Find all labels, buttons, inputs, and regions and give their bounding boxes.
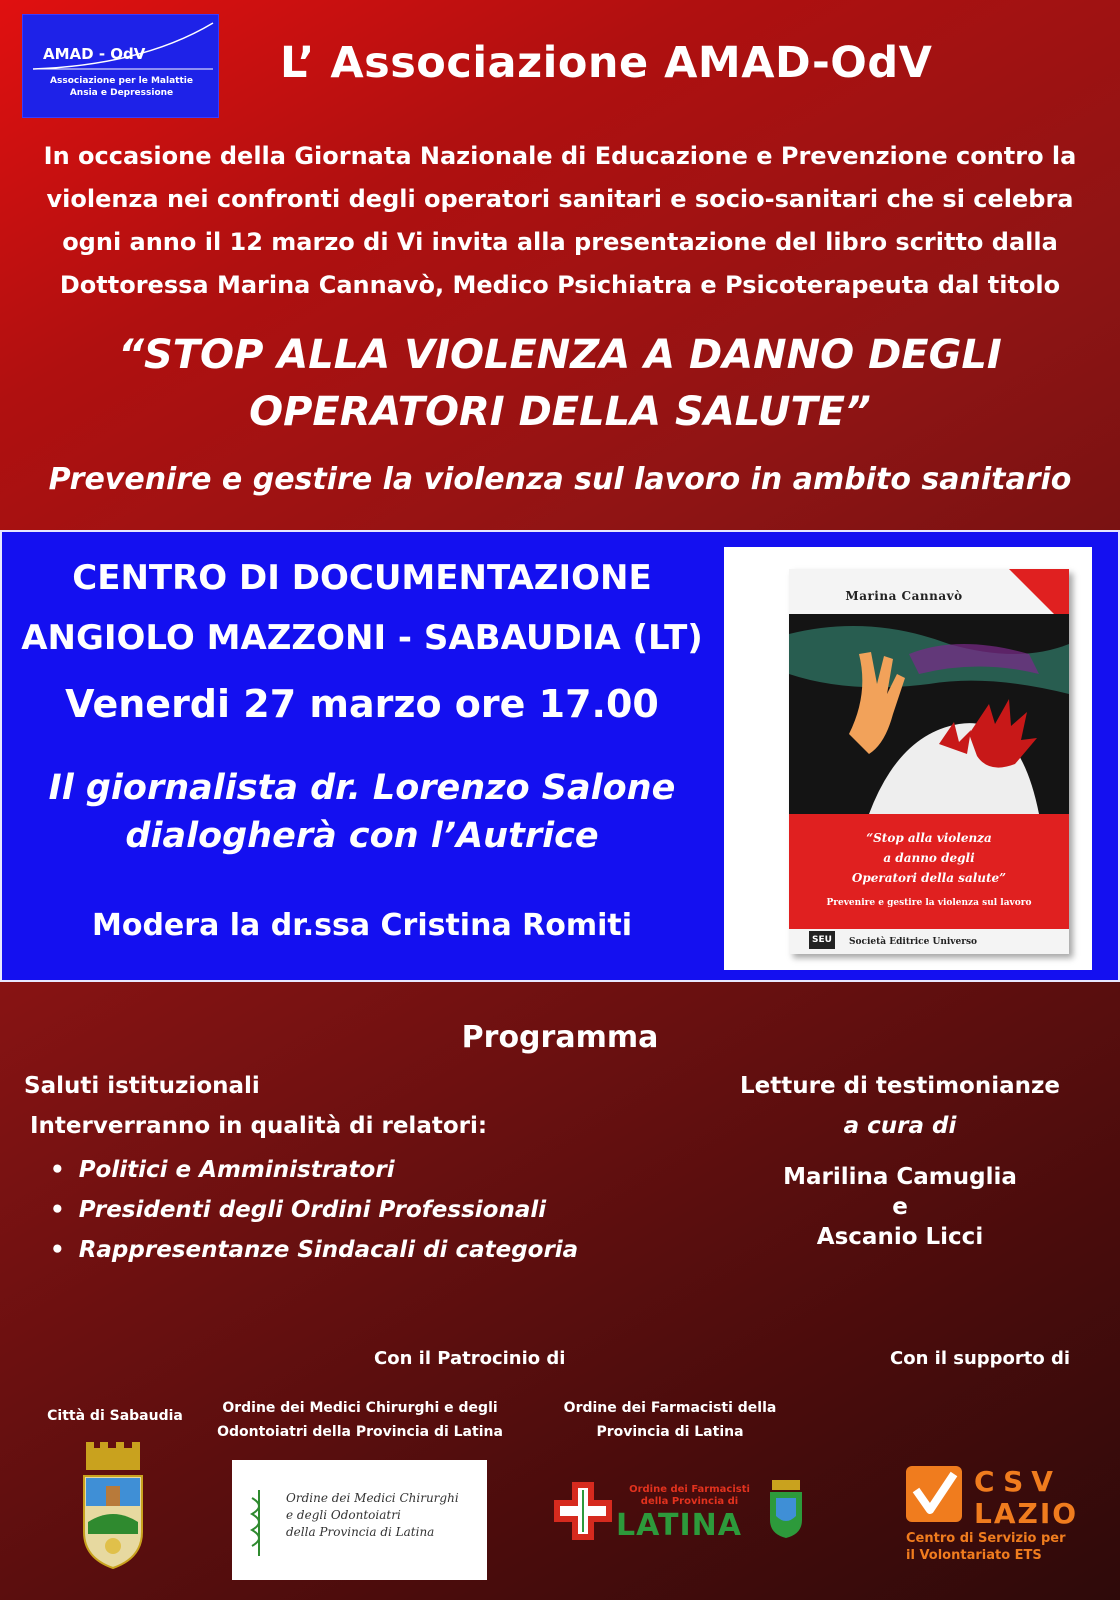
csv-wordmark bbox=[974, 1466, 1078, 1530]
reader-conjunction: e bbox=[892, 1194, 908, 1220]
csv-subtitle bbox=[906, 1530, 1096, 1564]
farmacisti-logo bbox=[552, 1478, 808, 1544]
reader-name: Marilina Camuglia bbox=[783, 1164, 1017, 1190]
medici-logo-line2: e degli Odontoiatri bbox=[286, 1508, 401, 1522]
event-date: Venerdi 27 marzo ore 17.00 bbox=[65, 682, 659, 726]
cover-publisher: Società Editrice Universo bbox=[849, 937, 978, 947]
speakers-list bbox=[50, 1150, 578, 1270]
program-title: Programma bbox=[461, 1020, 659, 1055]
medici-label-line1: Ordine dei Medici Chirurghi e degli bbox=[222, 1400, 498, 1416]
cover-author: Marina Cannavò bbox=[845, 589, 963, 603]
venue-line2: ANGIOLO MAZZONI - SABAUDIA (LT) bbox=[21, 618, 703, 658]
farmacisti-label-line1: Ordine dei Farmacisti della bbox=[563, 1400, 777, 1416]
journalist-line2: dialogherà con l’Autrice bbox=[125, 816, 599, 856]
csv-letters: CSV bbox=[974, 1465, 1061, 1498]
intro-text bbox=[14, 135, 1106, 307]
farmacisti-label-line2: Provincia di Latina bbox=[596, 1424, 744, 1440]
patronage-label: Con il Patrocinio di bbox=[374, 1348, 566, 1369]
list-item: • Rappresentanze Sindacali di categoria bbox=[50, 1230, 578, 1270]
intro-line: violenza nei confronti degli operatori sanitari e socio-sanitari che si celebra bbox=[46, 185, 1074, 213]
farmacisti-logo-line2: della Provincia di bbox=[640, 1496, 739, 1507]
logo-title: AMAD - OdV bbox=[43, 45, 146, 63]
list-item: • Politici e Amministratori bbox=[50, 1150, 578, 1190]
publisher-logo: SEU bbox=[809, 931, 835, 949]
book-cover bbox=[789, 569, 1069, 954]
pharmacy-cross-icon bbox=[552, 1478, 614, 1544]
medici-logo-line1: Ordine dei Medici Chirurghi bbox=[286, 1491, 459, 1505]
intro-line: Dottoressa Marina Cannavò, Medico Psichiatra e Psicoterapeuta dal titolo bbox=[59, 271, 1061, 299]
csv-subtitle-line1: Centro di Servizio per bbox=[906, 1531, 1066, 1546]
csv-subtitle-line2: il Volontariato ETS bbox=[906, 1548, 1042, 1563]
page-title: L’ Associazione AMAD-OdV bbox=[280, 38, 933, 88]
event-box bbox=[0, 530, 1120, 982]
intro-line: ogni anno il 12 marzo di Vi invita alla presentazione del libro scritto dalla bbox=[62, 228, 1058, 256]
farmacisti-logo-text bbox=[622, 1484, 757, 1508]
book-title-line2: OPERATORI DELLA SALUTE” bbox=[249, 389, 871, 435]
medici-label-line2: Odontoiatri della Provincia di Latina bbox=[217, 1424, 503, 1440]
reader-name: Ascanio Licci bbox=[816, 1224, 984, 1250]
farmacisti-label bbox=[540, 1396, 800, 1444]
cover-title-line2: a danno degli bbox=[883, 851, 975, 865]
cover-subtitle: Prevenire e gestire la violenza sul lavoro bbox=[826, 898, 1032, 908]
book-title-line1: “STOP ALLA VIOLENZA A DANNO DEGLI bbox=[118, 332, 1002, 378]
medici-logo bbox=[232, 1460, 487, 1580]
journalist bbox=[2, 764, 722, 860]
logo-subtitle bbox=[23, 75, 219, 99]
readers bbox=[700, 1162, 1100, 1252]
csv-lazio-logo bbox=[906, 1465, 1096, 1563]
medici-logo-line3: della Provincia di Latina bbox=[286, 1525, 435, 1539]
venue-line1: CENTRO DI DOCUMENTAZIONE bbox=[72, 558, 652, 598]
journalist-line1: Il giornalista dr. Lorenzo Salone bbox=[48, 768, 676, 808]
csv-check-icon bbox=[906, 1466, 962, 1522]
list-item: • Presidenti degli Ordini Professionali bbox=[50, 1190, 578, 1230]
readings-curated-by: a cura di bbox=[843, 1113, 957, 1139]
farmacisti-logo-latina: LATINA bbox=[616, 1508, 742, 1543]
cover-title-line3: Operatori della salute” bbox=[851, 871, 1007, 885]
book-subtitle: Prevenire e gestire la violenza sul lavoro in ambito sanitario bbox=[48, 462, 1072, 497]
book-cover-image bbox=[724, 547, 1092, 970]
readings-title: Letture di testimonianze bbox=[740, 1073, 1060, 1099]
venue bbox=[2, 548, 722, 668]
intro-line: In occasione della Giornata Nazionale di Educazione e Prevenzione contro la bbox=[43, 142, 1077, 170]
sabaudia-crest-icon bbox=[78, 1442, 148, 1572]
cover-artwork-icon bbox=[789, 614, 1069, 814]
caduceus-icon bbox=[248, 1488, 270, 1558]
cover-title-line1: “Stop alla violenza bbox=[866, 831, 992, 845]
cover-title-band bbox=[789, 814, 1069, 929]
program-greetings: Saluti istituzionali bbox=[24, 1073, 260, 1099]
logo-subtitle-line1: Associazione per le Malattie bbox=[50, 76, 193, 86]
book-title bbox=[0, 327, 1120, 441]
farmacisti-logo-line1: Ordine dei Farmacisti bbox=[629, 1484, 750, 1495]
logo-subtitle-line2: Ansia e Depressione bbox=[69, 88, 174, 98]
sabaudia-label: Città di Sabaudia bbox=[47, 1408, 183, 1424]
latina-emblem-icon bbox=[766, 1480, 806, 1540]
cover-title bbox=[789, 828, 1069, 888]
moderator: Modera la dr.ssa Cristina Romiti bbox=[91, 908, 633, 943]
program-speakers-intro: Interverranno in qualità di relatori: bbox=[30, 1113, 488, 1139]
medici-label bbox=[215, 1396, 505, 1444]
amad-logo bbox=[22, 14, 219, 118]
logo-curve-icon bbox=[23, 15, 219, 118]
medici-logo-text bbox=[286, 1490, 486, 1541]
support-label: Con il supporto di bbox=[890, 1348, 1071, 1369]
csv-region: LAZIO bbox=[974, 1497, 1079, 1530]
